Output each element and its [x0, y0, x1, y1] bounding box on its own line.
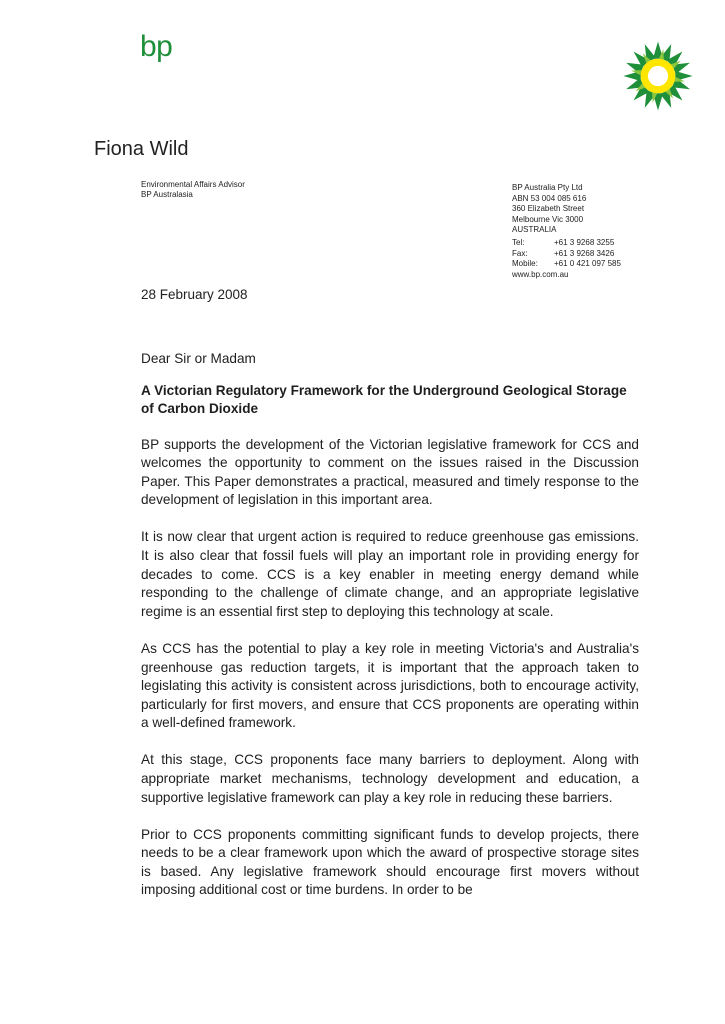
bp-wordmark: bp	[140, 30, 173, 63]
tel-label: Tel:	[512, 238, 525, 247]
letter-body	[141, 350, 639, 919]
tel-value: +61 3 9268 3255	[554, 238, 615, 247]
address-country: AUSTRALIA	[512, 225, 557, 234]
contact-details	[512, 238, 621, 280]
sender-role-block	[141, 180, 245, 200]
mobile-label: Mobile:	[512, 259, 538, 268]
paragraph-2: It is now clear that urgent action is required to reduce greenhouse gas emissions. It is also clear that fossil fuels will play an important role in providing energy for decades to come. CCS is a key enabler in meeting energy demand while responding to the challenge of climate change, and an appropriate legislative regime is an essential first step to deploying this technology at scale.	[141, 529, 639, 619]
fax-value: +61 3 9268 3426	[554, 248, 615, 258]
address-street: 360 Elizabeth Street	[512, 204, 585, 213]
contact-mobile-row	[512, 259, 621, 270]
address-abn: ABN 53 004 085 616	[512, 193, 587, 203]
sender-name: Fiona Wild	[94, 138, 189, 160]
salutation: Dear Sir or Madam	[141, 351, 256, 366]
website-link[interactable]: www.bp.com.au	[512, 269, 569, 279]
fax-label: Fax:	[512, 248, 528, 258]
address-city: Melbourne Vic 3000	[512, 214, 584, 224]
letter-date: 28 February 2008	[141, 287, 248, 302]
sender-organisation: BP Australasia	[141, 190, 193, 199]
sender-role-title: Environmental Affairs Advisor	[141, 180, 245, 189]
mobile-value: +61 0 421 097 585	[554, 259, 621, 268]
paragraph-3: As CCS has the potential to play a key role in meeting Victoria's and Australia's greenhouse gas reduction targets, it is important that the approach taken to legislating this activity is consistent across jurisdictions, both to encourage activity, particularly for first movers, and ensure that CCS proponents are operating within a well-defined framework.	[141, 640, 639, 731]
company-address	[512, 183, 586, 236]
address-company: BP Australia Pty Ltd	[512, 183, 583, 192]
paragraph-4: At this stage, CCS proponents face many barriers to deployment. Along with appropriate market mechanisms, technology development and education, a supportive legislative framework can play a key role in reducing these barriers.	[141, 752, 639, 805]
letter-subject: A Victorian Regulatory Framework for the Underground Geological Storage of Carbon Dioxide	[141, 382, 627, 416]
contact-tel-row	[512, 238, 621, 249]
paragraph-5: Prior to CCS proponents committing significant funds to develop projects, there needs to be a clear framework upon which the award of prospective storage sites is based. Any legislative framework should encourage first movers without imposing additional cost or time burdens. In order to be	[141, 826, 639, 898]
contact-fax-row	[512, 249, 621, 260]
paragraph-1: BP supports the development of the Victorian legislative framework for CCS and welcomes the opportunity to comment on the issues raised in the Discussion Paper. This Paper demonstrates a practical, measured and timely response to the development of legislation in this important area.	[141, 436, 639, 508]
helios-sunburst-icon	[622, 40, 694, 112]
